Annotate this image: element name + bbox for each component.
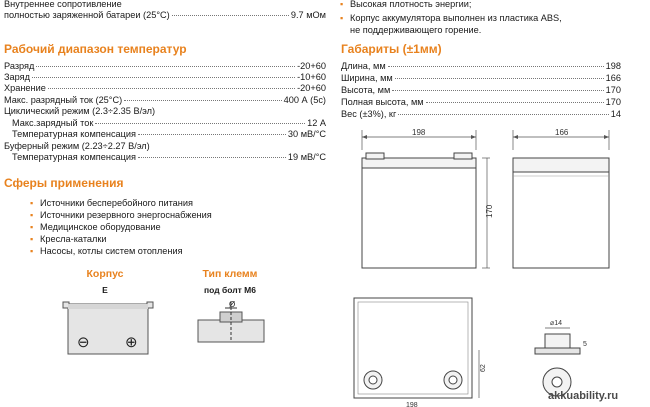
applications-title: Сферы применения <box>4 176 124 190</box>
minus-icon: ⊖ <box>77 334 90 351</box>
list-item: ▪ Кресла-каталки <box>30 234 107 245</box>
spec-row: Заряд -10+60 <box>4 72 326 82</box>
terminal-subtitle: под болт М6 <box>204 285 256 295</box>
terminal-height-label: 5 <box>583 341 587 348</box>
float-mode-label: Буферный режим (2.23÷2.27 В/эл) <box>4 141 150 151</box>
plus-icon: ⊕ <box>125 334 138 351</box>
top-view-drawing <box>340 290 500 407</box>
spec-row: Разряд -20+60 <box>4 61 326 71</box>
front-view-drawing <box>340 128 500 278</box>
spec-value: 9.7 мОм <box>290 10 326 20</box>
dim-row: Высота, мм 170 <box>341 85 621 95</box>
case-code: E <box>102 285 108 295</box>
top-depth-label: 62 <box>480 364 487 372</box>
feature-item: ▪ Корпус аккумулятора выполнен из пластика ABS, <box>340 13 562 24</box>
spec-row: Температурная компенсация 30 мВ/°С <box>12 129 326 139</box>
dim-row: Длина, мм 198 <box>341 61 621 71</box>
list-item: ▪ Насосы, котлы систем отопления <box>30 246 183 257</box>
dim-row: Ширина, мм 166 <box>341 73 621 83</box>
watermark: akkuability.ru <box>548 390 619 402</box>
front-width-label: 198 <box>412 128 426 137</box>
list-item: ▪ Источники резервного энергоснабжения <box>30 210 212 221</box>
spec-label: полностью заряженной батареи (25°С) <box>4 10 170 20</box>
spec-row: Температурная компенсация 19 мВ/°С <box>12 152 326 162</box>
list-item: ▪ Медицинское оборудование <box>30 222 161 233</box>
terminal-dia-label: ⌀14 <box>550 320 563 327</box>
feature-item: ▪ Высокая плотность энергии; <box>340 0 471 10</box>
spec-row-resistance <box>4 10 326 21</box>
side-view-drawing <box>505 128 625 278</box>
list-item: ▪ Источники бесперебойного питания <box>30 198 193 209</box>
internal-resistance-label: Внутреннее сопротивление <box>4 0 122 9</box>
cyclic-mode-label: Циклический режим (2.3÷2.35 В/эл) <box>4 106 156 116</box>
case-title: Корпус <box>86 268 124 280</box>
dim-row: Полная высота, мм 170 <box>341 97 621 107</box>
top-width-label: 198 <box>406 402 418 407</box>
feature-item-continued: не поддерживающего горение. <box>350 25 482 35</box>
dim-row: Вес (±3%), кг 14 <box>341 109 621 119</box>
temp-section-title: Рабочий диапазон температур <box>4 42 187 56</box>
spec-row: Хранение -20+60 <box>4 83 326 93</box>
terminal-title: Тип клемм <box>202 268 258 280</box>
spec-row: Макс.зарядный ток 12 А <box>12 118 326 128</box>
spec-row: Макс. разрядный ток (25°С) 400 А (5с) <box>4 95 326 105</box>
terminal-drawing <box>196 298 268 353</box>
side-width-label: 166 <box>555 128 569 137</box>
height-label: 170 <box>485 204 494 218</box>
terminal-dim: Ø <box>229 300 236 309</box>
case-drawing <box>60 298 155 360</box>
dimensions-title: Габариты (±1мм) <box>341 42 442 56</box>
